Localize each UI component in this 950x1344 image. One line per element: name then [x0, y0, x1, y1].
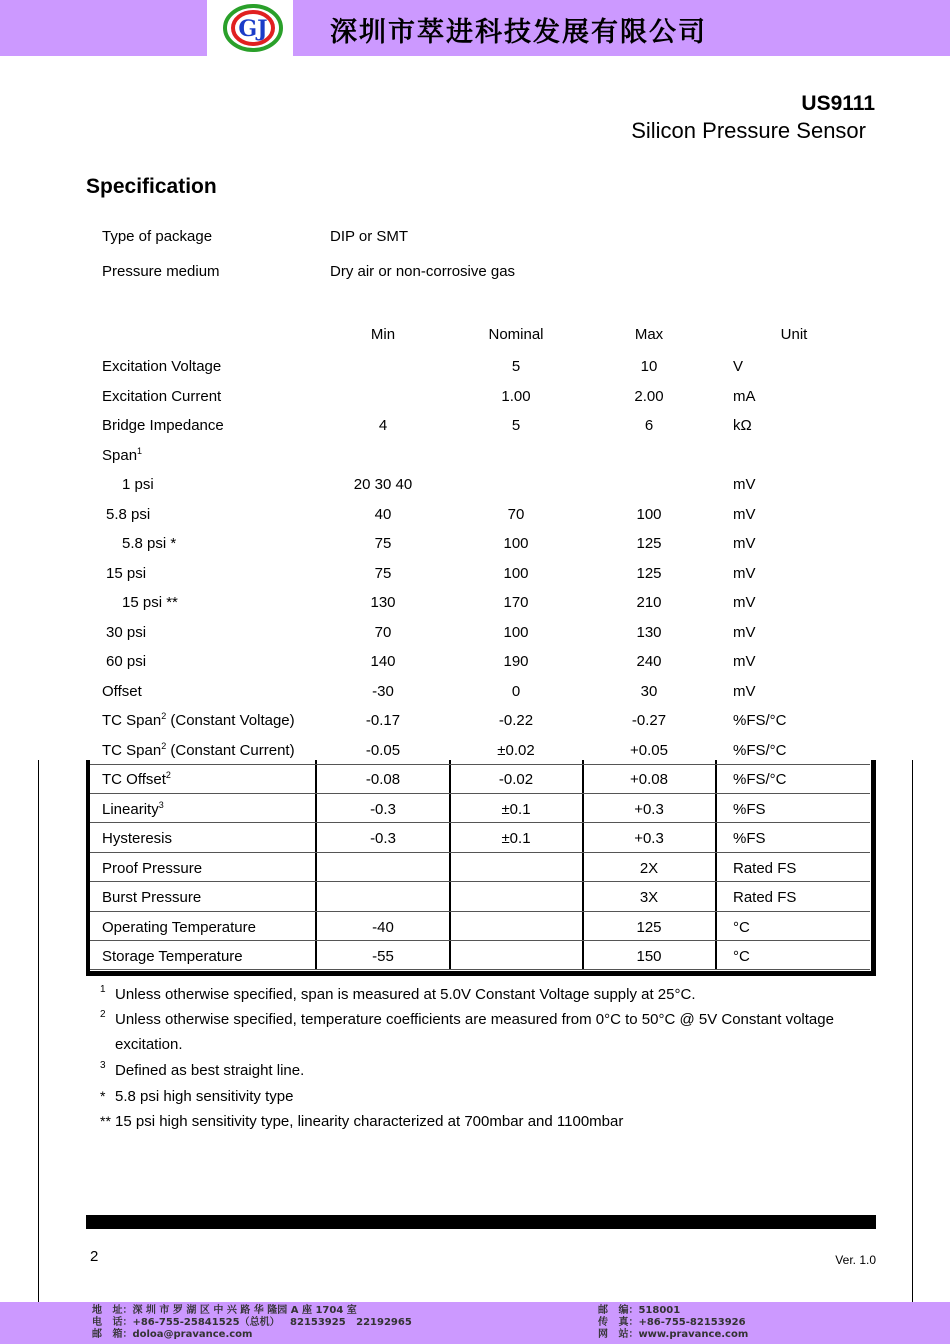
table-row	[86, 942, 876, 972]
cell-max: 125	[636, 564, 662, 582]
cell-unit: mA	[733, 387, 756, 405]
margin-line-right	[912, 760, 913, 1302]
cell-nom: 100	[503, 564, 529, 582]
cell-label: 30 psi	[106, 623, 147, 641]
company-name: 深圳市萃进科技发展有限公司	[330, 17, 707, 48]
cell-max: 2.00	[634, 387, 664, 405]
cell-min: 4	[378, 417, 388, 434]
cell-unit: °C	[733, 918, 750, 936]
cell-unit: %FS	[733, 800, 766, 818]
table-row	[86, 529, 876, 559]
table-row	[86, 500, 876, 530]
table-row	[86, 559, 876, 589]
cell-nom: ±0.1	[501, 800, 531, 818]
cell-label: Offset	[102, 682, 142, 700]
cell-max: 3X	[639, 889, 659, 906]
cell-unit: mV	[733, 682, 756, 700]
cell-max: 150	[636, 948, 662, 965]
cell-max: 10	[640, 358, 658, 375]
cell-label: Excitation Current	[102, 387, 222, 405]
cell-max: -0.27	[631, 712, 667, 729]
cell-min: -0.17	[365, 712, 401, 729]
cell-label: TC Span$^2$ (Constant Current)	[102, 740, 295, 759]
footnote-text: Unless otherwise specified, span is measured at 5.0V Constant Voltage supply at 25°C.	[115, 986, 696, 1003]
email-line: 邮 箱：doloa@pravance.com	[92, 1329, 253, 1340]
cell-label: Linearity$^3$	[102, 799, 164, 818]
footnote-mark: 1	[100, 984, 106, 995]
table-row	[86, 382, 876, 412]
version-label: Ver. 1.0	[835, 1253, 876, 1267]
table-row	[86, 854, 876, 884]
table-row	[86, 677, 876, 707]
web-line: 网 站：www.pravance.com	[598, 1329, 749, 1340]
footnote-text: Defined as best straight line.	[115, 1062, 305, 1079]
cell-min: -0.3	[370, 830, 396, 847]
cell-nom: 70	[507, 505, 525, 523]
table-row	[86, 352, 876, 382]
table-row	[86, 883, 876, 913]
table-row	[86, 765, 876, 795]
footnote-text: Unless otherwise specified, temperature coefficients are measured from 0°C to 50°C @ 5V Constant voltage	[115, 1011, 834, 1028]
cell-max: 2X	[639, 859, 659, 877]
address-line: 地 址：深 圳 市 罗 湖 区 中 兴 路 华 隆园 A 座 1704 室	[92, 1305, 357, 1316]
cell-nom: 5	[511, 417, 521, 434]
footer-rule	[86, 1215, 876, 1229]
header-unit: Unit	[780, 326, 808, 343]
cell-max: 125	[636, 918, 662, 936]
cell-nom: 170	[503, 594, 529, 611]
cell-unit: mV	[733, 476, 756, 493]
header-max: Max	[634, 326, 664, 343]
cell-max: +0.05	[630, 741, 668, 759]
cell-label: 1 psi	[122, 476, 154, 493]
header-nominal: Nominal	[488, 326, 544, 343]
table-row	[86, 913, 876, 943]
cell-min: -55	[372, 948, 394, 965]
cell-unit: %FS/°C	[733, 712, 787, 729]
footnote-text: excitation.	[115, 1036, 183, 1053]
table-row	[86, 618, 876, 648]
page-number: 2	[90, 1248, 99, 1265]
table-row	[86, 706, 876, 736]
cell-unit: mV	[733, 594, 756, 611]
cell-max: 6	[644, 417, 654, 434]
cell-max: 100	[636, 505, 662, 523]
cell-unit: mV	[733, 653, 756, 670]
footnote-mark: **	[100, 1113, 111, 1129]
cell-unit: mV	[733, 505, 756, 523]
footnote-mark: 3	[100, 1060, 106, 1071]
cell-nom: ±0.02	[497, 741, 535, 759]
cell-label: 15 psi **	[122, 594, 178, 611]
table-row	[86, 736, 876, 766]
cell-label: Storage Temperature	[102, 948, 243, 965]
footnote-text: 5.8 psi high sensitivity type	[115, 1088, 294, 1105]
cell-unit: %FS/°C	[733, 741, 787, 759]
cell-nom: 0	[511, 682, 521, 700]
cell-label: Excitation Voltage	[102, 358, 222, 375]
cell-max: +0.3	[634, 800, 664, 818]
cell-nom: 100	[503, 623, 529, 641]
cell-min: 20 30 40	[353, 476, 413, 493]
header-min: Min	[370, 326, 396, 343]
cell-label: 5.8 psi *	[122, 535, 177, 552]
medium-value: Dry air or non-corrosive gas	[330, 263, 516, 280]
cell-label: 5.8 psi	[106, 505, 151, 523]
cell-nom: 100	[503, 535, 529, 552]
package-value: DIP or SMT	[330, 228, 409, 245]
cell-unit: °C	[733, 948, 750, 965]
cell-unit: mV	[733, 623, 756, 641]
cell-label: Span$^1$	[102, 445, 143, 464]
cell-min: -0.3	[370, 800, 396, 818]
cell-min: 130	[370, 594, 396, 611]
zip-line: 邮 编：518001	[598, 1305, 681, 1316]
cell-nom: ±0.1	[501, 830, 531, 847]
footnote-mark: *	[100, 1088, 106, 1104]
cell-nom: -0.22	[498, 712, 534, 729]
section-title: Specification	[86, 175, 217, 198]
cell-nom: -0.02	[498, 771, 534, 788]
cell-max: +0.08	[630, 771, 668, 788]
cell-min: -0.05	[365, 741, 401, 759]
table-row	[86, 441, 876, 471]
cell-max: 125	[636, 535, 662, 552]
cell-max: +0.3	[634, 830, 664, 847]
cell-min: -40	[372, 918, 394, 936]
cell-unit: %FS	[733, 830, 766, 847]
table-row	[86, 647, 876, 677]
logo-letters: GJ	[238, 16, 268, 42]
cell-label: Proof Pressure	[102, 859, 203, 877]
cell-min: 40	[374, 505, 392, 523]
cell-label: TC Offset$^2$	[102, 770, 171, 788]
cell-label: Bridge Impedance	[102, 417, 224, 434]
cell-max: 240	[636, 653, 662, 670]
package-label: Type of package	[102, 228, 213, 245]
cell-unit: Rated FS	[733, 859, 797, 877]
company-logo	[223, 3, 283, 53]
cell-label: Hysteresis	[102, 830, 173, 847]
model-number: US9111	[801, 92, 875, 115]
table-row	[86, 470, 876, 500]
cell-nom: 1.00	[501, 387, 531, 405]
table-row	[86, 795, 876, 825]
medium-label: Pressure medium	[102, 263, 220, 280]
cell-nom: 5	[511, 358, 521, 375]
fax-line: 传 真：+86-755-82153926	[598, 1317, 746, 1328]
cell-label: Burst Pressure	[102, 889, 202, 906]
cell-nom: 190	[503, 653, 529, 670]
cell-min: -30	[372, 682, 394, 700]
cell-unit: Rated FS	[733, 889, 797, 906]
table-row	[86, 411, 876, 441]
cell-label: 15 psi	[106, 564, 147, 582]
footnote-text: 15 psi high sensitivity type, linearity characterized at 700mbar and 1100mbar	[115, 1113, 624, 1130]
cell-min: 75	[374, 535, 392, 552]
phone-line: 电 话：+86-755-25841525（总机） 82153925 22192965	[92, 1317, 412, 1328]
table-row	[86, 824, 876, 854]
product-subtitle: Silicon Pressure Sensor	[631, 118, 866, 143]
cell-unit: V	[733, 358, 744, 375]
cell-unit: kΩ	[733, 417, 752, 434]
cell-min: -0.08	[365, 771, 401, 788]
cell-label: TC Span$^2$ (Constant Voltage)	[102, 711, 295, 729]
cell-max: 130	[636, 623, 662, 641]
cell-label: Operating Temperature	[102, 918, 256, 936]
cell-min: 140	[370, 653, 396, 670]
footnote-mark: 2	[100, 1009, 106, 1020]
cell-min: 75	[374, 564, 392, 582]
cell-min: 70	[374, 623, 392, 641]
cell-unit: %FS/°C	[733, 771, 787, 788]
cell-max: 210	[636, 594, 662, 611]
cell-unit: mV	[733, 535, 756, 552]
cell-max: 30	[640, 682, 658, 700]
table-row	[86, 588, 876, 618]
cell-label: 60 psi	[106, 653, 147, 670]
margin-line-left	[38, 760, 39, 1302]
cell-unit: mV	[733, 564, 756, 582]
